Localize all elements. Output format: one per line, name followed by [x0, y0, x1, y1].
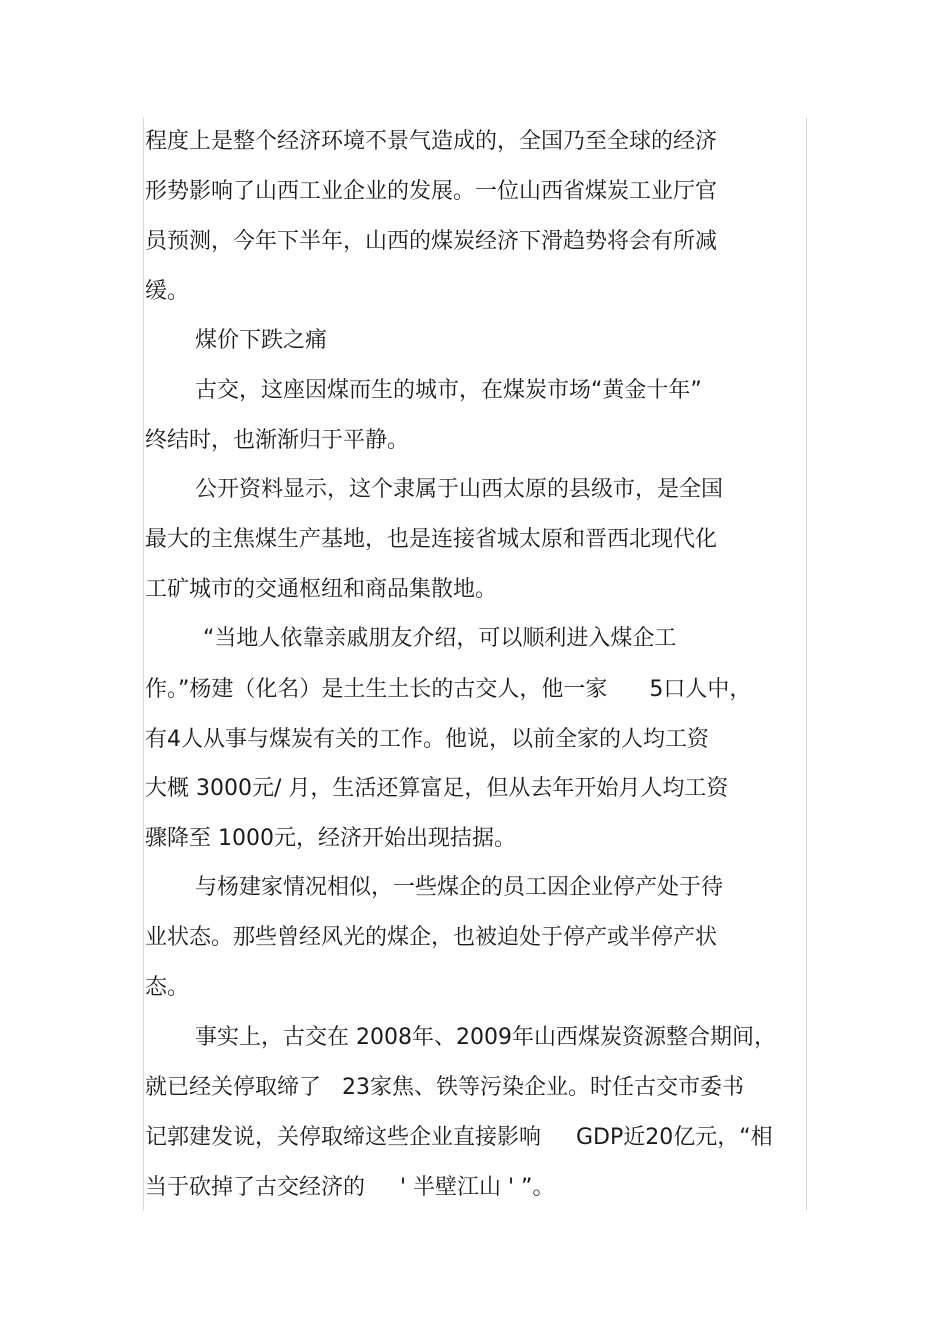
text-line: 员预测，今年下半年，山西的煤炭经济下滑趋势将会有所减 — [145, 229, 718, 254]
text-line: 事实上，古交在 2008年、2009年山西煤炭资源整合期间， — [195, 1025, 776, 1050]
text-line: 骤降至 1000元，经济开始出现拮据。 — [145, 826, 516, 851]
text-line: “当地人依靠亲戚朋友介绍，可以顺利进入煤企工 — [203, 626, 677, 651]
text-line: 公开资料显示，这个隶属于山西太原的县级市，是全国 — [195, 477, 724, 502]
text-line: 记郭建发说，关停取缔这些企业直接影响 GDP近20亿元，“相 — [145, 1125, 773, 1150]
text-line: 终结时，也渐渐归于平静。 — [145, 428, 410, 453]
text-line: 作。”杨建（化名）是土生土长的古交人，他一家 5口人中， — [145, 677, 752, 702]
text-line: 态。 — [145, 975, 190, 1000]
text-line: 形势影响了山西工业企业的发展。一位山西省煤炭工业厅官 — [145, 179, 718, 204]
section-heading: 煤价下跌之痛 — [195, 328, 328, 353]
text-line: 缓。 — [145, 279, 190, 304]
text-line: 工矿城市的交通枢纽和商品集散地。 — [145, 577, 498, 602]
text-line: 古交，这座因煤而生的城市，在煤炭市场“黄金十年” — [195, 378, 702, 403]
text-line: 程度上是整个经济环境不景气造成的，全国乃至全球的经济 — [145, 129, 718, 154]
text-line: 大概 3000元/ 月，生活还算富足，但从去年开始月人均工资 — [145, 776, 729, 801]
left-margin-rule — [143, 118, 144, 1210]
text-line: 有4人从事与煤炭有关的工作。他说，以前全家的人均工资 — [145, 727, 709, 752]
right-margin-rule — [806, 118, 807, 1210]
text-line: 与杨建家情况相似，一些煤企的员工因企业停产处于待 — [195, 875, 724, 900]
text-line: 就已经关停取缔了 23家焦、铁等污染企业。时任古交市委书 — [145, 1075, 744, 1100]
text-line: 当于砍掉了古交经济的 ' 半壁江山 ' ”。 — [145, 1175, 555, 1200]
text-line: 最大的主焦煤生产基地，也是连接省城太原和晋西北现代化 — [145, 527, 718, 552]
text-line: 业状态。那些曾经风光的煤企，也被迫处于停产或半停产状 — [145, 925, 718, 950]
